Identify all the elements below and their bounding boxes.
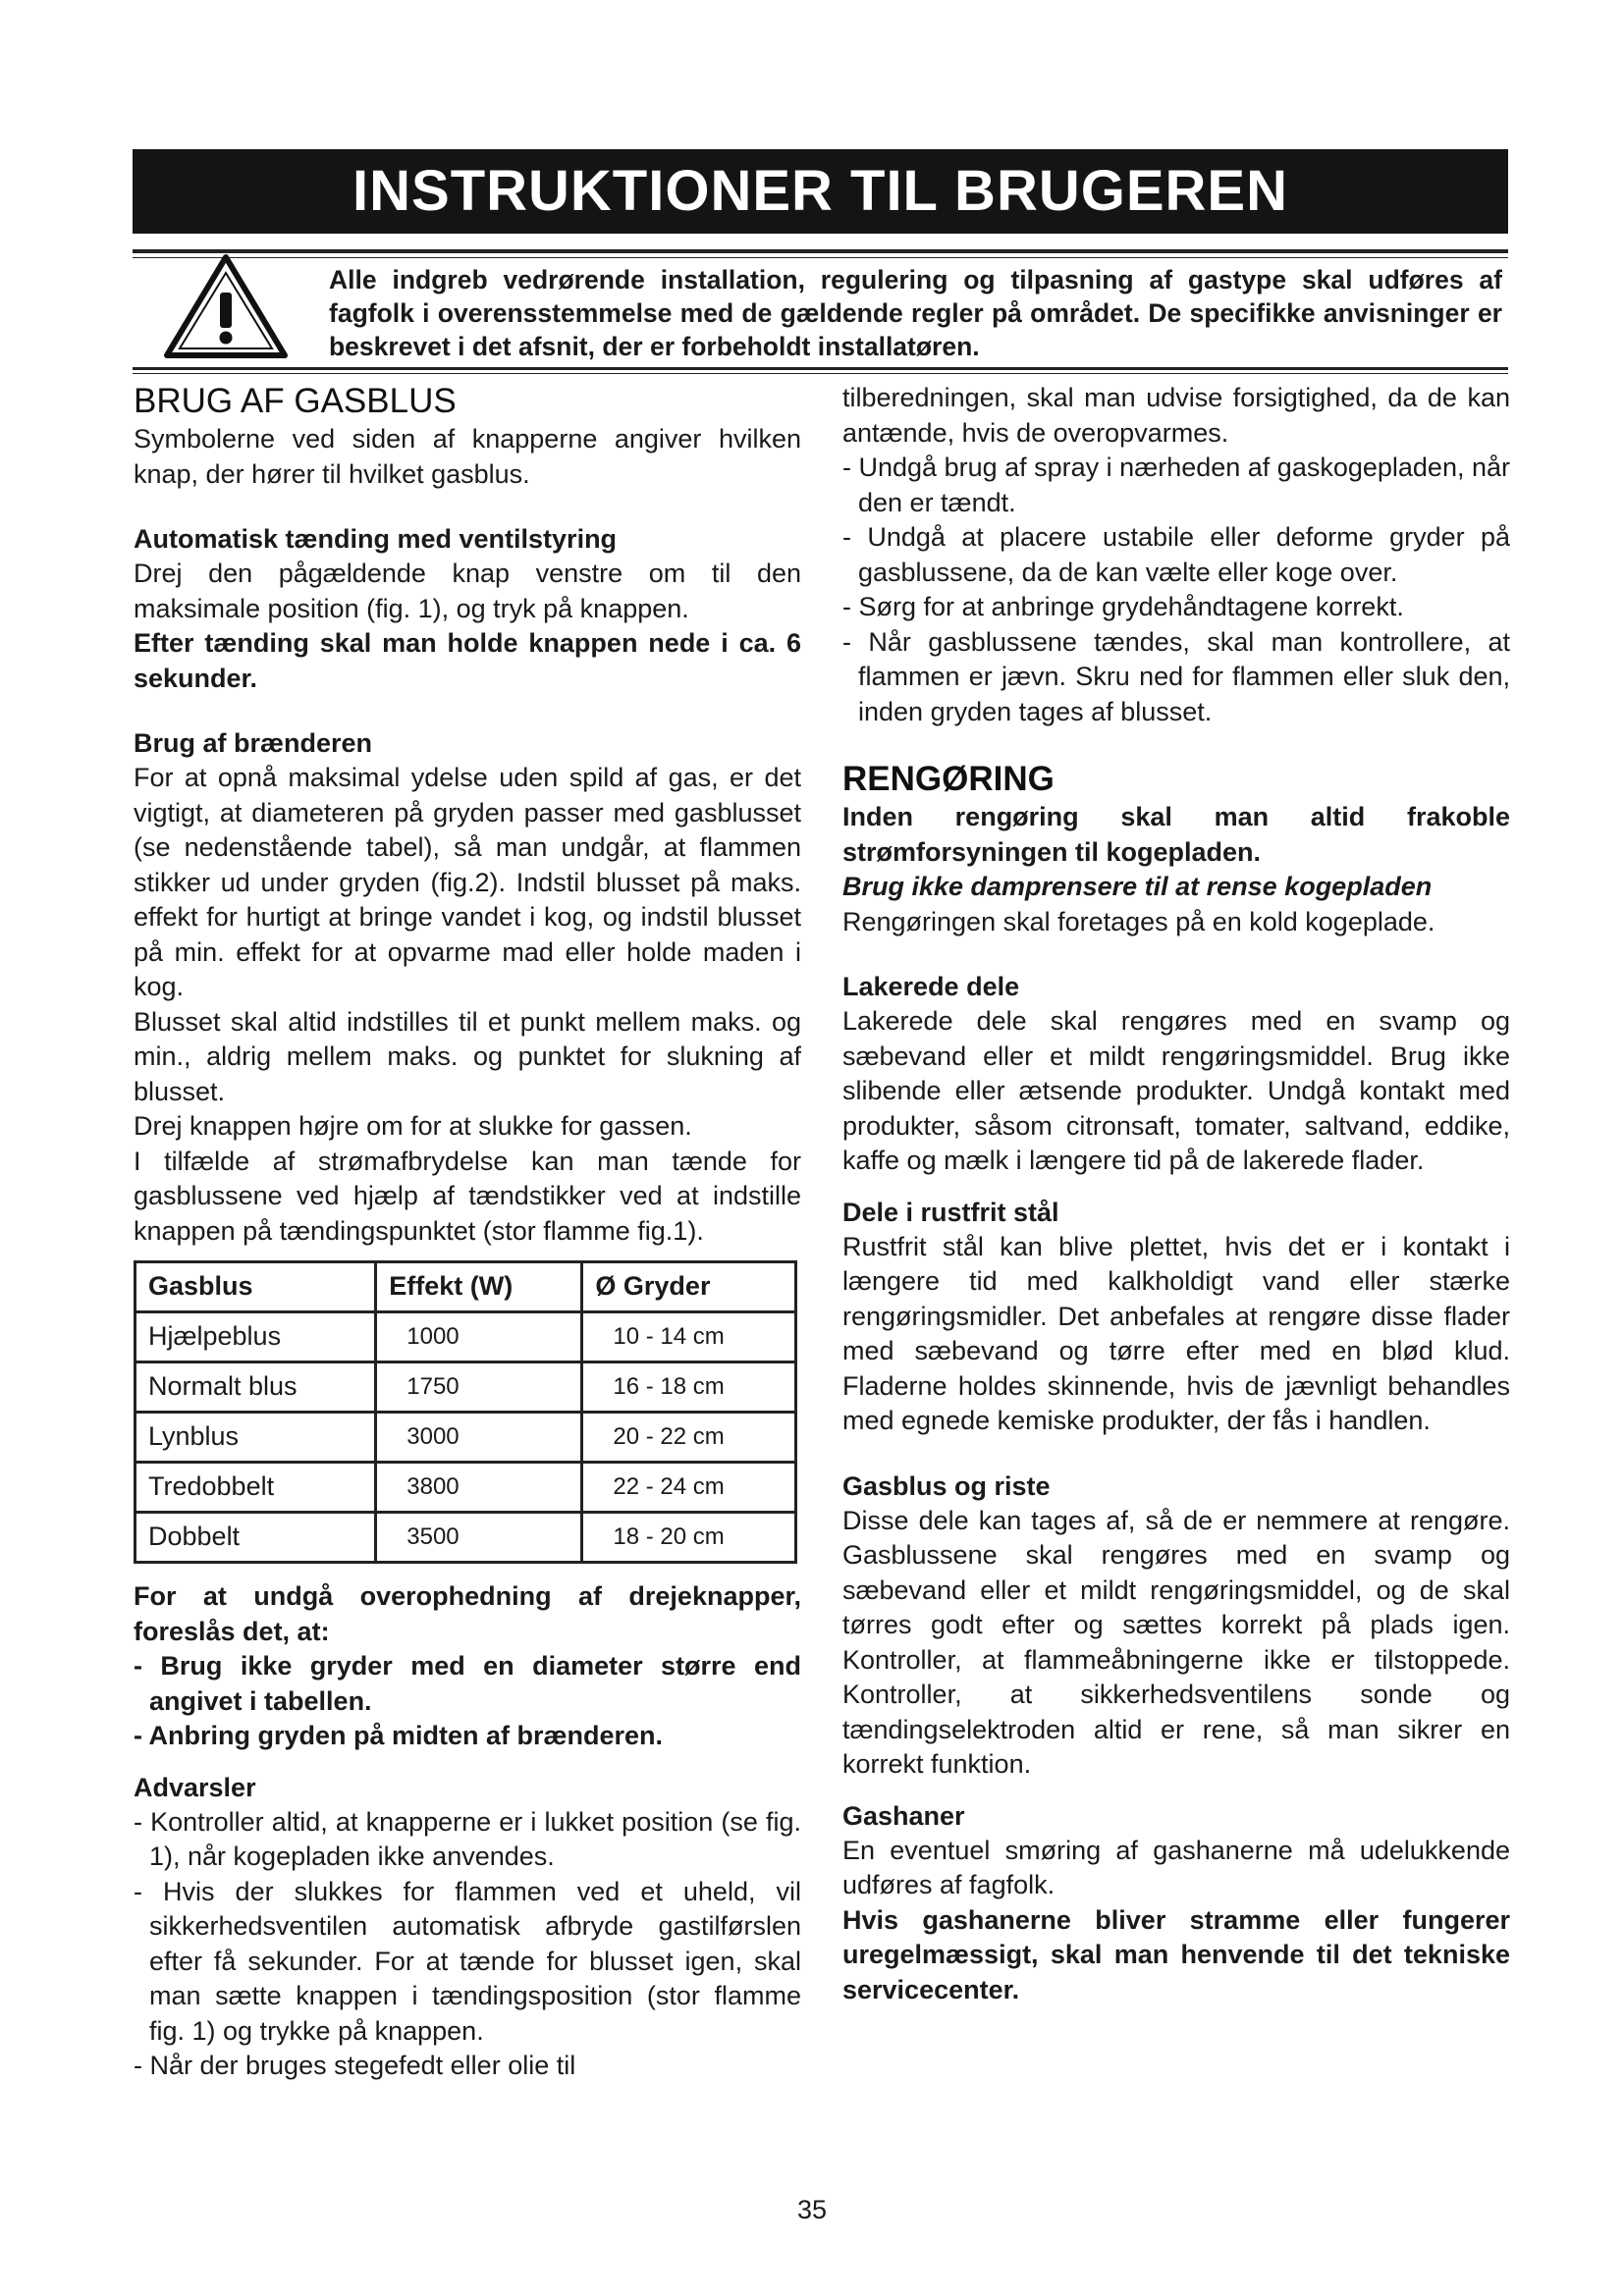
warning-box	[133, 245, 1508, 363]
warning-item: - Kontroller altid, at knapperne er i lukket position (se fig. 1), når kogepladen ikke anvendes.	[134, 1806, 801, 1871]
table-cell: 18 - 20 cm	[582, 1513, 796, 1563]
overheat-item: - Anbring gryden på midten af brænderen.	[134, 1721, 664, 1750]
warning-item: - Når der bruges stegefedt eller olie til	[134, 2051, 576, 2080]
table-cell: 3500	[376, 1513, 582, 1563]
table-header-row	[135, 1262, 796, 1312]
auto-ignition-text: Drej den pågældende knap venstre om til den maksimale position (fig. 1), og tryk på knappen.	[134, 559, 801, 623]
section-heading-cleaning: RENGØRING	[842, 760, 1055, 798]
table-header-cell: Gasblus	[135, 1262, 376, 1312]
burners-grids-heading: Gasblus og riste	[842, 1470, 1051, 1501]
table-header-cell: Ø Gryder	[582, 1262, 796, 1312]
table-cell: Tredobbelt	[135, 1463, 376, 1513]
table-row	[135, 1513, 796, 1563]
table-row	[135, 1463, 796, 1513]
overheat-intro: For at undgå overophedning af drejeknapper, foreslås det, at:	[134, 1581, 801, 1646]
warning-item: - Hvis der slukkes for flammen ved et uheld, vil sikkerhedsventilen automatisk afbryde gastilførslen efter få sekunder. For at tænde for blusset igen, skal man sætte knappen i tændingsposition (stor flamme fig. 1) og trykke på knappen.	[134, 1876, 801, 2046]
lacquered-text: Lakerede dele skal rengøres med en svamp og sæbevand eller et mildt rengøringsmiddel. Brug ikke slibende eller ætsende produkter. Undgå kontakt med produkter, såsom citronsaft, tomater, saltvand, eddike, kaffe og mælk i længere tid på de lakerede flader.	[842, 1006, 1510, 1175]
burner-paragraph-1: For at opnå maksimal ydelse uden spild af gas, er det vigtigt, at diameteren på gryden passer med gasblusset (se nedenstående tabel), så man undgår, at flammen stikker ud under gryden (fig.2). Indstil blusset på maks. effekt for hurtigt at bringe vandet i kog, og indstil blusset på min. effekt for at opvarme mad eller holde maden i kog.	[134, 763, 801, 1001]
burner-table	[134, 1260, 797, 1564]
section-heading-gasblus: BRUG AF GASBLUS	[134, 382, 457, 420]
table-cell: 3000	[376, 1413, 582, 1463]
gas-taps-heading: Gashaner	[842, 1800, 965, 1831]
table-cell: 20 - 22 cm	[582, 1413, 796, 1463]
warning-continuation: tilberedningen, skal man udvise forsigtighed, da de kan antænde, hvis de overopvarmes.	[842, 383, 1510, 448]
left-column	[134, 381, 801, 2084]
auto-ignition-heading: Automatisk tænding med ventilstyring	[134, 524, 618, 554]
steel-heading: Dele i rustfrit stål	[842, 1197, 1059, 1227]
cleaning-steam-note: Brug ikke damprensere til at rense kogepladen	[842, 872, 1433, 901]
page-title: INSTRUKTIONER TIL BRUGEREN	[133, 149, 1508, 234]
warning-item: - Undgå at placere ustabile eller deforme gryder på gasblussene, da de kan vælte eller koge over.	[842, 522, 1510, 587]
table-cell: Lynblus	[135, 1413, 376, 1463]
header-rule-bottom-thin	[133, 373, 1508, 374]
overheat-item: - Brug ikke gryder med en diameter større end angivet i tabellen.	[134, 1651, 801, 1716]
table-cell: Dobbelt	[135, 1513, 376, 1563]
gas-taps-text: En eventuel smøring af gashanerne må udelukkende udføres af fagfolk.	[842, 1835, 1510, 1899]
table-cell: 3800	[376, 1463, 582, 1513]
table-cell: 22 - 24 cm	[582, 1463, 796, 1513]
auto-ignition-note: Efter tænding skal man holde knappen nede i ca. 6 sekunder.	[134, 628, 801, 693]
table-cell: 1000	[376, 1312, 582, 1362]
burner-paragraph-3: Drej knappen højre om for at slukke for gassen.	[134, 1111, 692, 1141]
table-row	[135, 1312, 796, 1362]
right-column	[842, 381, 1510, 2007]
burners-grids-text: Disse dele kan tages af, så de er nemmere at rengøre. Gasblussene skal rengøres med en svamp og sæbevand eller et mildt rengøringsmiddel, og de skal tørres godt efter og sættes korrekt på plads igen. Kontroller, at flammeåbningerne ikke er tilstoppede. Kontroller, at sikkerhedsventilens sonde og tændingselektroden altid er rene, så man sikrer en korrekt funktion.	[842, 1505, 1510, 1779]
intro-text: Symbolerne ved siden af knapperne angiver hvilken knap, der hører til hvilket gasblus.	[134, 424, 801, 489]
table-cell: 1750	[376, 1362, 582, 1413]
warning-item: - Undgå brug af spray i nærheden af gaskogepladen, når den er tændt.	[842, 453, 1510, 517]
page-number: 35	[796, 2195, 828, 2224]
warnings-heading: Advarsler	[134, 1772, 256, 1802]
burner-paragraph-4: I tilfælde af strømafbrydelse kan man tænde for gasblussene ved hjælp af tændstikker ved at indstille knappen på tændingspunktet (stor flamme fig.1).	[134, 1146, 801, 1246]
burner-paragraph-2: Blusset skal altid indstilles til et punkt mellem maks. og min., aldrig mellem maks. og punktet for slukning af blusset.	[134, 1006, 801, 1106]
burner-heading: Brug af brænderen	[134, 728, 373, 758]
warning-item: - Sørg for at anbringe grydehåndtagene korrekt.	[842, 592, 1404, 621]
lacquered-heading: Lakerede dele	[842, 972, 1020, 1001]
table-row	[135, 1413, 796, 1463]
header-rule-bottom	[133, 367, 1508, 370]
table-row	[135, 1362, 796, 1413]
warning-triangle-icon	[162, 253, 290, 361]
cleaning-text: Rengøringen skal foretages på en kold kogeplade.	[842, 906, 1435, 936]
warning-text: Alle indgreb vedrørende installation, regulering og tilpasning af gastype skal udføres af fagfolk i overensstemmelse med de gældende regler på området. De specifikke anvisninger er beskrevet i det afsnit, der er forbeholdt installatøren.	[329, 265, 1502, 361]
table-cell: Hjælpeblus	[135, 1312, 376, 1362]
gas-taps-warning: Hvis gashanerne bliver stramme eller fungerer uregelmæssigt, skal man henvende til det tekniske servicecenter.	[842, 1904, 1510, 2004]
table-header-cell: Effekt (W)	[376, 1262, 582, 1312]
table-cell: 16 - 18 cm	[582, 1362, 796, 1413]
cleaning-warning: Inden rengøring skal man altid frakoble strømforsyningen til kogepladen.	[842, 802, 1510, 867]
steel-text: Rustfrit stål kan blive plettet, hvis det er i kontakt i længere tid med kalkholdigt vand eller stærke rengøringsmidler. Det anbefales at rengøre disse flader med sæbevand og tørre efter med en blød klud. Fladerne holdes skinnende, hvis de jævnligt behandles med egnede kemiske produkter, der fås i handlen.	[842, 1231, 1510, 1435]
table-cell: Normalt blus	[135, 1362, 376, 1413]
table-cell: 10 - 14 cm	[582, 1312, 796, 1362]
warning-item: - Når gasblussene tændes, skal man kontrollere, at flammen er jævn. Skru ned for flammen eller sluk den, inden gryden tages af blusset.	[842, 626, 1510, 726]
